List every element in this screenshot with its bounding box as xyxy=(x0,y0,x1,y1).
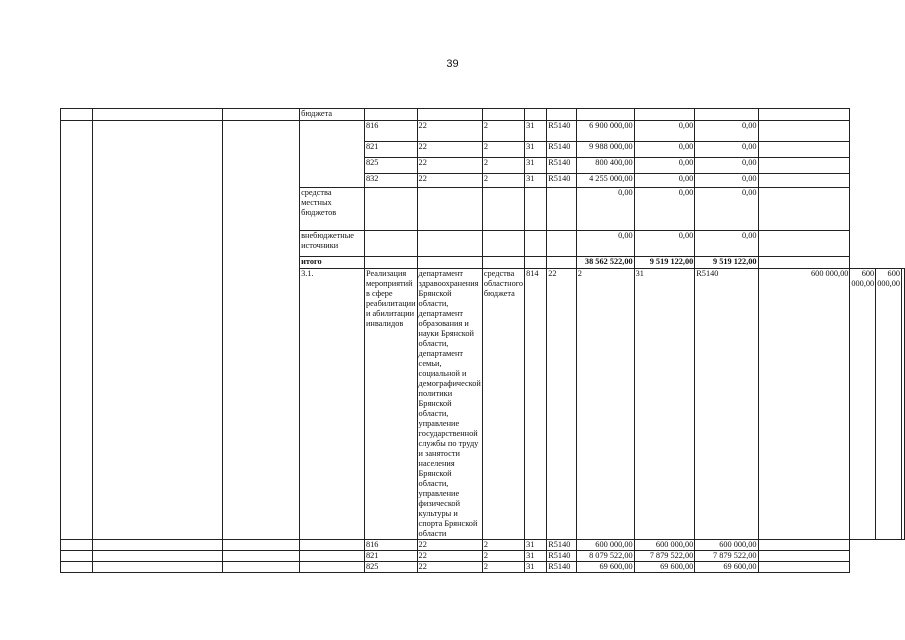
program-code: 31 xyxy=(525,121,547,142)
section-code: 22 xyxy=(547,269,576,540)
table-row xyxy=(61,562,905,573)
amount-year-1: 4 255 000,00 xyxy=(576,174,634,188)
grbs-code: 821 xyxy=(364,551,417,562)
amount-year-1: 600 000,00 xyxy=(576,540,634,551)
amount-year-2: 0,00 xyxy=(634,158,695,174)
program-code: 31 xyxy=(634,269,695,540)
amount-year-3: 0,00 xyxy=(695,188,758,231)
amount-year-1: 600 000,00 xyxy=(758,269,850,540)
section-code: 22 xyxy=(417,551,482,562)
target-code: R5140 xyxy=(547,158,576,174)
budget-table xyxy=(60,108,905,573)
subsection-code: 2 xyxy=(576,269,634,540)
amount-year-1: 69 600,00 xyxy=(576,562,634,573)
amount-year-2: 0,00 xyxy=(634,142,695,158)
amount-year-3: 600 000,00 xyxy=(695,540,758,551)
grbs-code: 825 xyxy=(364,562,417,573)
section-code: 22 xyxy=(417,562,482,573)
target-code: R5140 xyxy=(547,142,576,158)
amount-year-1: 0,00 xyxy=(576,231,634,257)
program-code: 31 xyxy=(525,142,547,158)
grbs-code: 814 xyxy=(525,269,547,540)
target-code: R5140 xyxy=(547,174,576,188)
amount-year-2: 0,00 xyxy=(634,174,695,188)
table-row xyxy=(61,121,905,142)
funding-source: внебюджетные источники xyxy=(300,231,365,257)
grbs-code: 816 xyxy=(364,121,417,142)
amount-year-3: 0,00 xyxy=(695,121,758,142)
item-number: 3.1. xyxy=(300,269,365,540)
funding-source: средства местных бюджетов xyxy=(300,188,365,231)
subsection-code: 2 xyxy=(482,551,524,562)
section-code: 22 xyxy=(417,540,482,551)
subsection-code: 2 xyxy=(482,540,524,551)
activity-title: Реализация мероприятий в сфере реабилитации и абилитации инвалидов xyxy=(364,269,417,540)
target-code: R5140 xyxy=(547,540,576,551)
grbs-code: 825 xyxy=(364,158,417,174)
amount-year-1: 9 988 000,00 xyxy=(576,142,634,158)
subsection-code: 2 xyxy=(482,174,524,188)
total-year-3: 9 519 122,00 xyxy=(695,257,758,269)
amount-year-2: 0,00 xyxy=(634,121,695,142)
subsection-code: 2 xyxy=(482,142,524,158)
section-code: 22 xyxy=(417,174,482,188)
section-code: 22 xyxy=(417,158,482,174)
funding-source: средства областного бюджета xyxy=(482,269,524,540)
program-code: 31 xyxy=(525,540,547,551)
amount-year-1: 8 079 522,00 xyxy=(576,551,634,562)
page-number: 39 xyxy=(446,58,459,70)
target-code: R5140 xyxy=(547,551,576,562)
program-code: 31 xyxy=(525,174,547,188)
funding-source: бюджета xyxy=(300,109,365,121)
amount-year-3: 0,00 xyxy=(695,158,758,174)
amount-year-1: 800 400,00 xyxy=(576,158,634,174)
program-code: 31 xyxy=(525,562,547,573)
grbs-code: 832 xyxy=(364,174,417,188)
amount-year-3: 69 600,00 xyxy=(695,562,758,573)
amount-year-2: 69 600,00 xyxy=(634,562,695,573)
subsection-code: 2 xyxy=(482,158,524,174)
amount-year-3: 0,00 xyxy=(695,142,758,158)
amount-year-3: 600 000,00 xyxy=(876,269,902,540)
program-code: 31 xyxy=(525,158,547,174)
subsection-code: 2 xyxy=(482,562,524,573)
amount-year-2: 7 879 522,00 xyxy=(634,551,695,562)
target-code: R5140 xyxy=(547,562,576,573)
amount-year-3: 0,00 xyxy=(695,174,758,188)
total-label: итого xyxy=(300,257,365,269)
amount-year-1: 0,00 xyxy=(576,188,634,231)
program-code: 31 xyxy=(525,551,547,562)
section-code: 22 xyxy=(417,142,482,158)
executor: департамент здравоохранения Брянской области, департамент образования и науки Брянской области, департамент семьи, социальной и демографической политики Брянской области, управление государственной службы по труду и занятости населения Брянской области, управление физической культуры и спорта Брянской области xyxy=(418,269,481,538)
grbs-code: 816 xyxy=(364,540,417,551)
amount-year-3: 7 879 522,00 xyxy=(695,551,758,562)
amount-year-2: 0,00 xyxy=(634,231,695,257)
table-row xyxy=(61,109,905,121)
target-code: R5140 xyxy=(695,269,758,540)
total-year-2: 9 519 122,00 xyxy=(634,257,695,269)
amount-year-3: 0,00 xyxy=(695,231,758,257)
table-row xyxy=(61,540,905,551)
amount-year-2: 600 000,00 xyxy=(850,269,876,540)
table-row xyxy=(61,551,905,562)
amount-year-2: 0,00 xyxy=(634,188,695,231)
section-code: 22 xyxy=(417,121,482,142)
subsection-code: 2 xyxy=(482,121,524,142)
target-code: R5140 xyxy=(547,121,576,142)
grbs-code: 821 xyxy=(364,142,417,158)
total-year-1: 38 562 522,00 xyxy=(576,257,634,269)
amount-year-2: 600 000,00 xyxy=(634,540,695,551)
amount-year-1: 6 900 000,00 xyxy=(576,121,634,142)
